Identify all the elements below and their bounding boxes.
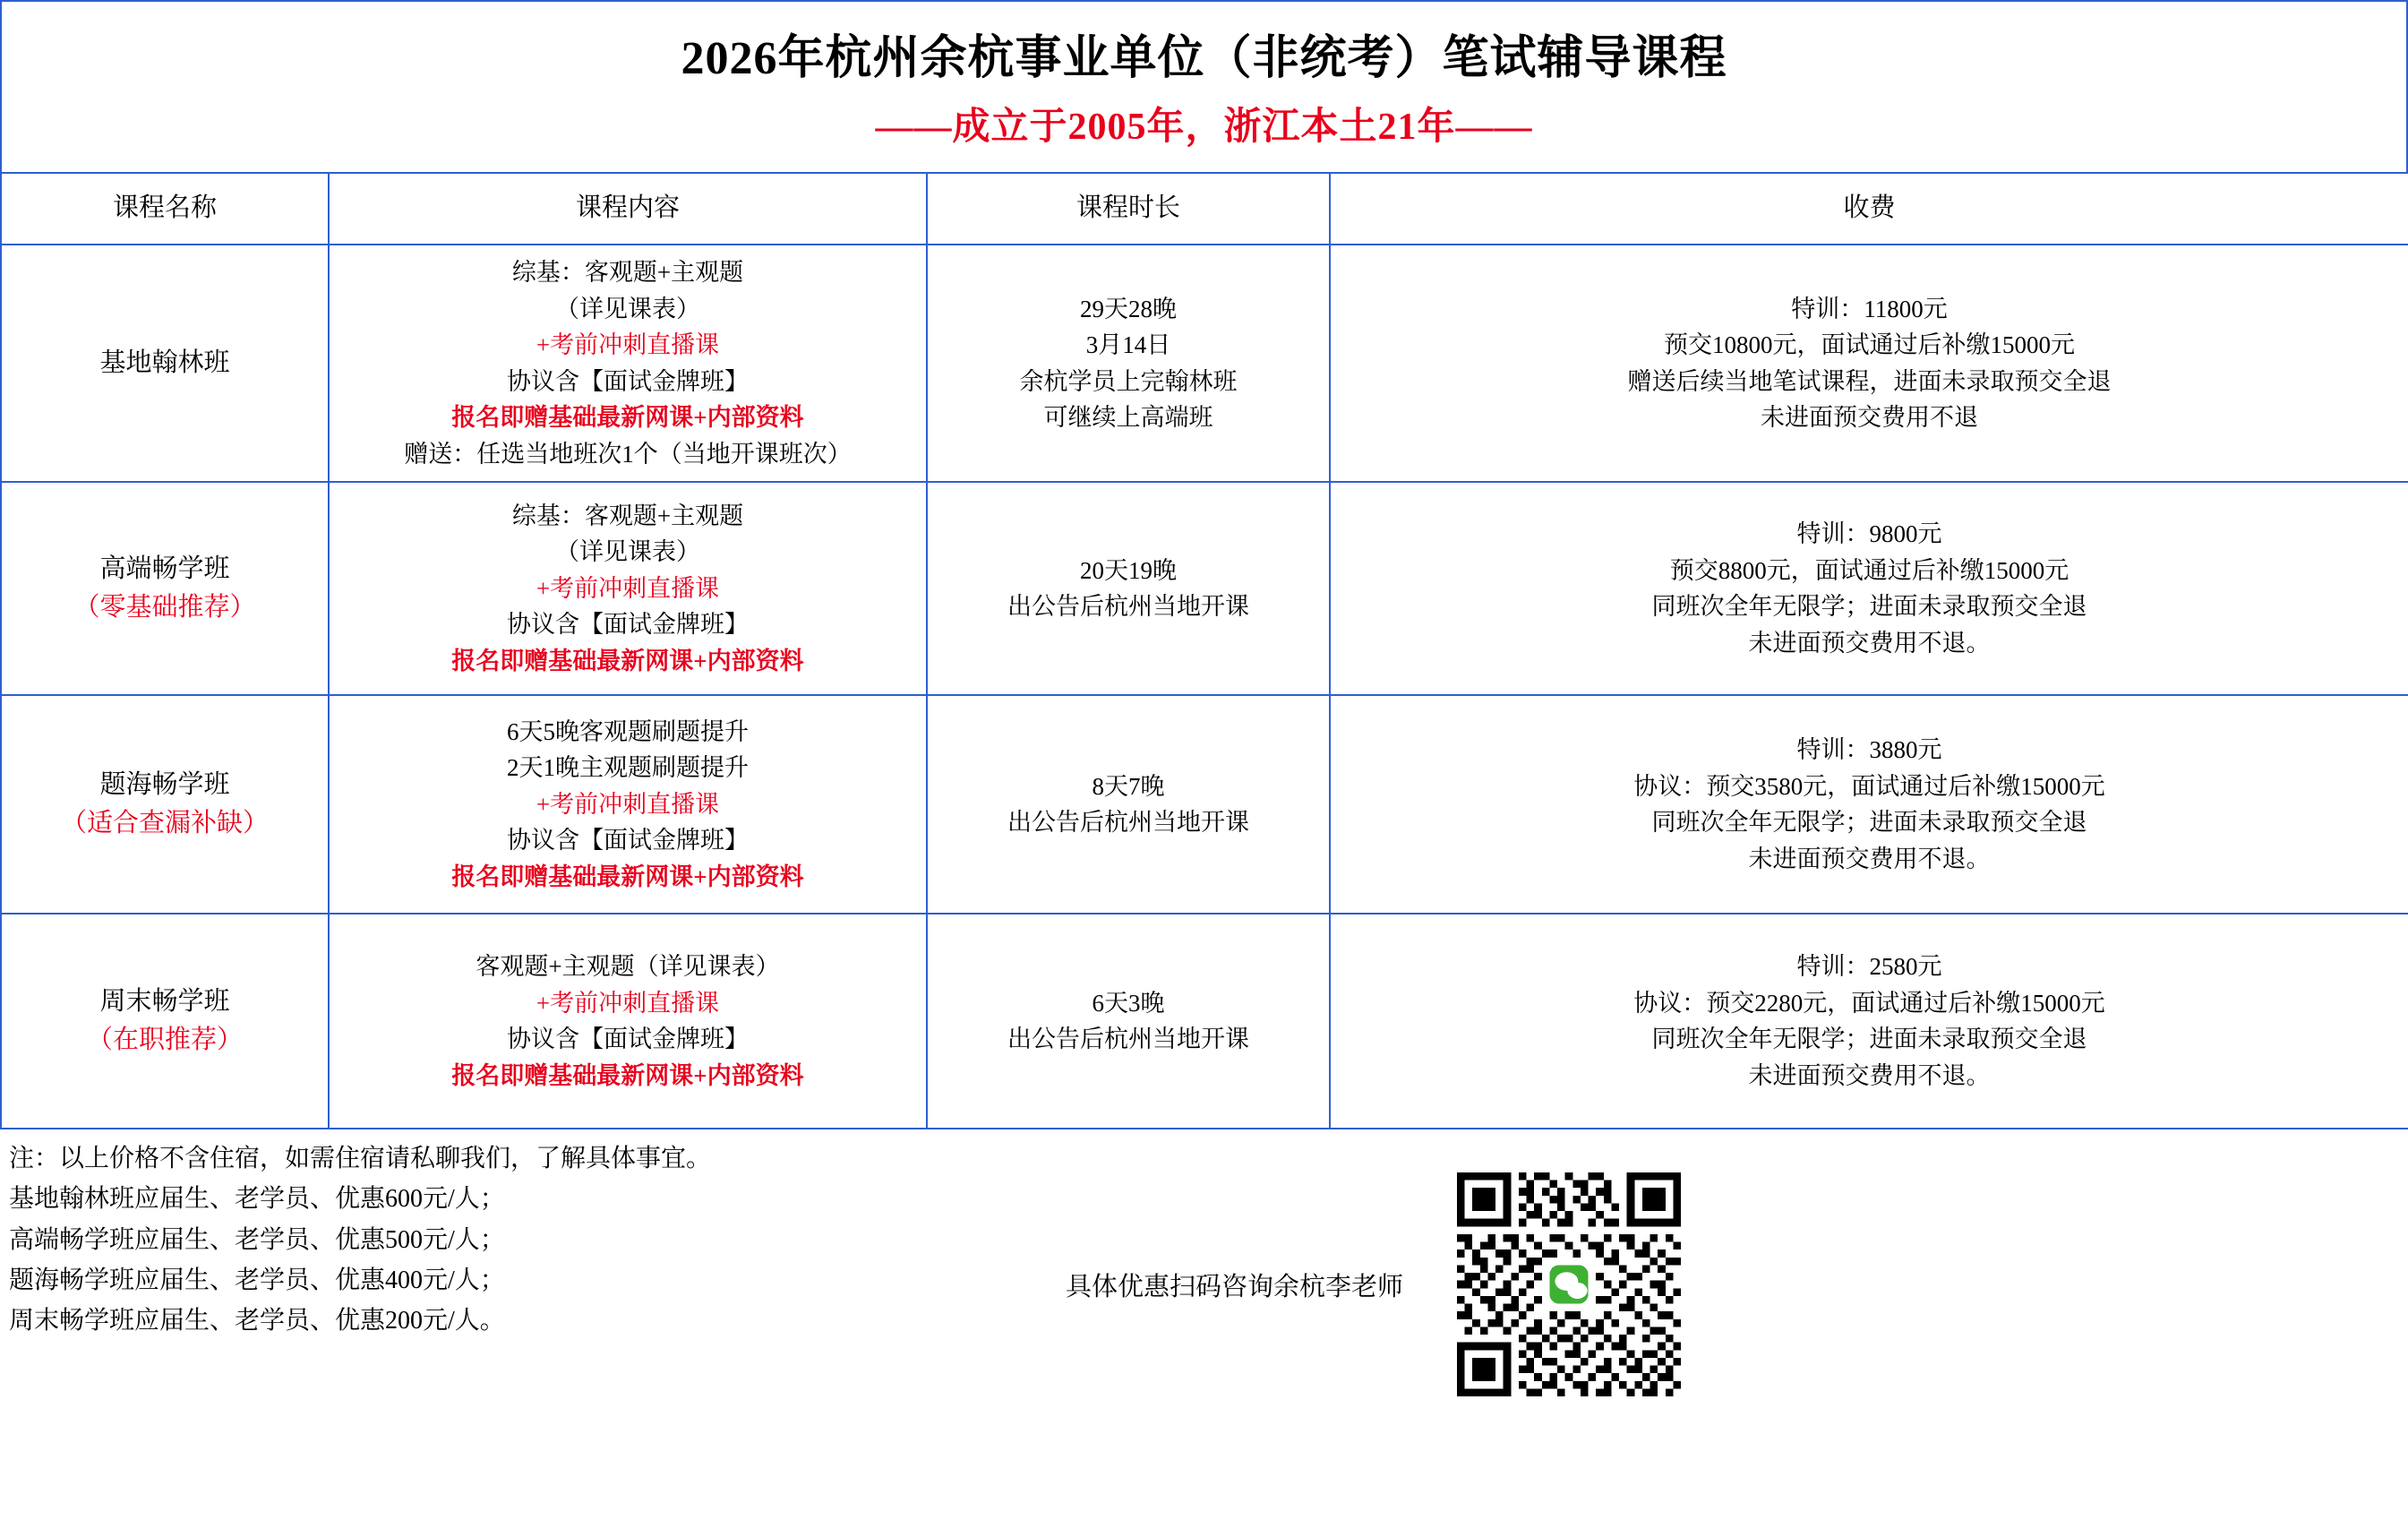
course-fee-cell [1330,245,2408,482]
table-row [1,914,2408,1129]
fee-line: 协议：预交3580元，面试通过后补缴15000元 [1633,772,2105,800]
course-duration-cell [927,695,1330,914]
fee-line: 未进面预交费用不退。 [1748,1061,1991,1089]
table-body [1,245,2408,1129]
duration-line: 29天28晚 [1080,295,1177,322]
wechat-badge [1542,1258,1596,1311]
course-name-cell [1,245,329,482]
course-name: 周末畅学班 [99,986,230,1016]
duration-line: 出公告后杭州当地开课 [1007,809,1249,836]
course-name: 高端畅学班 [99,554,230,583]
content-line: +考前冲刺直播课 [536,574,720,602]
duration-line: 8天7晚 [1092,772,1165,800]
note-line: 题海畅学班应届生、老学员、优惠400元/人； [9,1267,505,1295]
course-name: 基地翰林班 [99,348,230,377]
duration-line: 6天3晚 [1092,989,1165,1017]
column-header-fee: 收费 [1330,173,2408,245]
course-content-cell [329,245,927,482]
content-line: 协议含【面试金牌班】 [507,367,749,395]
page-subtitle: ——成立于2005年，浙江本土21年—— [875,106,1533,148]
notes-block [0,1138,1057,1342]
poster-header [0,0,2408,172]
content-line: 客观题+主观题（详见课表） [476,953,780,980]
course-name-cell [1,482,329,695]
duration-line: 出公告后杭州当地开课 [1007,593,1249,620]
course-table [0,172,2408,1129]
course-content-cell [329,695,927,914]
content-line: +考前冲刺直播课 [536,989,720,1017]
fee-line: 特训：2580元 [1796,953,1942,980]
column-header-duration: 课程时长 [927,173,1330,245]
qr-code-wechat-icon[interactable] [1457,1172,1681,1396]
poster-footer [0,1129,2408,1396]
content-line: 协议含【面试金牌班】 [507,1026,749,1052]
content-line: 协议含【面试金牌班】 [507,611,749,639]
table-header [1,173,2408,245]
content-line: 报名即赠基础最新网课+内部资料 [451,404,804,431]
table-header-row [1,173,2408,245]
content-line: （详见课表） [555,538,700,566]
fee-line: 未进面预交费用不退。 [1748,845,1991,872]
fee-line: 同班次全年无限学；进面未录取预交全退 [1651,593,2087,620]
fee-line: 未进面预交费用不退。 [1748,629,1991,657]
duration-line: 余杭学员上完翰林班 [1019,367,1238,395]
fee-line: 特训：9800元 [1796,520,1942,547]
content-line: 赠送：任选当地班次1个（当地开课班次） [404,440,852,468]
fee-line: 同班次全年无限学；进面未录取预交全退 [1651,1026,2087,1052]
content-line: 报名即赠基础最新网课+内部资料 [451,1061,804,1089]
qr-code-svg [1457,1172,1681,1396]
content-line: 6天5晚客观题刷题提升 [507,717,749,745]
table-row [1,482,2408,695]
fee-line: 预交8800元，面试通过后补缴15000元 [1669,556,2070,584]
duration-line: 3月14日 [1085,331,1171,358]
duration-line: 20天19晚 [1080,556,1177,584]
table-row [1,695,2408,914]
fee-line: 特训：3880元 [1796,736,1942,763]
note-line: 高端畅学班应届生、老学员、优惠500元/人； [9,1225,505,1254]
fee-line: 未进面预交费用不退 [1761,404,1978,431]
duration-line: 出公告后杭州当地开课 [1007,1026,1249,1052]
qr-area [1057,1138,2408,1396]
table-row [1,245,2408,482]
column-header-name: 课程名称 [1,173,329,245]
course-name-cell [1,914,329,1129]
fee-line: 预交10800元，面试通过后补缴15000元 [1664,331,2075,358]
fee-line: 特训：11800元 [1791,295,1948,322]
qr-caption: 具体优惠扫码咨询余杭李老师 [1066,1272,1404,1301]
course-fee-cell [1330,695,2408,914]
course-duration-cell [927,914,1330,1129]
course-content-cell [329,914,927,1129]
fee-line: 同班次全年无限学；进面未录取预交全退 [1651,809,2087,836]
content-line: 报名即赠基础最新网课+内部资料 [451,647,804,674]
content-line: +考前冲刺直播课 [536,790,720,818]
note-line: 基地翰林班应届生、老学员、优惠600元/人； [9,1185,505,1214]
course-fee-cell [1330,914,2408,1129]
course-duration-cell [927,245,1330,482]
note-line: 周末畅学班应届生、老学员、优惠200元/人。 [9,1307,505,1335]
content-line: +考前冲刺直播课 [536,331,720,358]
note-line: 注：以上价格不含住宿，如需住宿请私聊我们，了解具体事宜。 [9,1145,712,1172]
course-name: 题海畅学班 [99,769,230,799]
course-fee-cell [1330,482,2408,695]
fee-line: 协议：预交2280元，面试通过后补缴15000元 [1633,989,2105,1017]
course-name-cell [1,695,329,914]
content-line: 综基：客观题+主观题 [511,259,744,286]
duration-line: 可继续上高端班 [1043,404,1213,431]
page-title: 2026年杭州余杭事业单位（非统考）笔试辅导课程 [681,32,1727,84]
course-duration-cell [927,482,1330,695]
content-line: 报名即赠基础最新网课+内部资料 [451,863,804,890]
content-line: 综基：客观题+主观题 [511,502,744,529]
content-line: （详见课表） [555,295,700,322]
course-name-note: （在职推荐） [86,1026,243,1054]
fee-line: 赠送后续当地笔试课程，进面未录取预交全退 [1627,367,2112,395]
course-name-note: （零基础推荐） [73,593,256,622]
content-line: 协议含【面试金牌班】 [507,827,749,854]
course-content-cell [329,482,927,695]
course-name-note: （适合查漏补缺） [60,809,269,837]
column-header-content: 课程内容 [329,173,927,245]
content-line: 2天1晚主观题刷题提升 [507,754,749,782]
